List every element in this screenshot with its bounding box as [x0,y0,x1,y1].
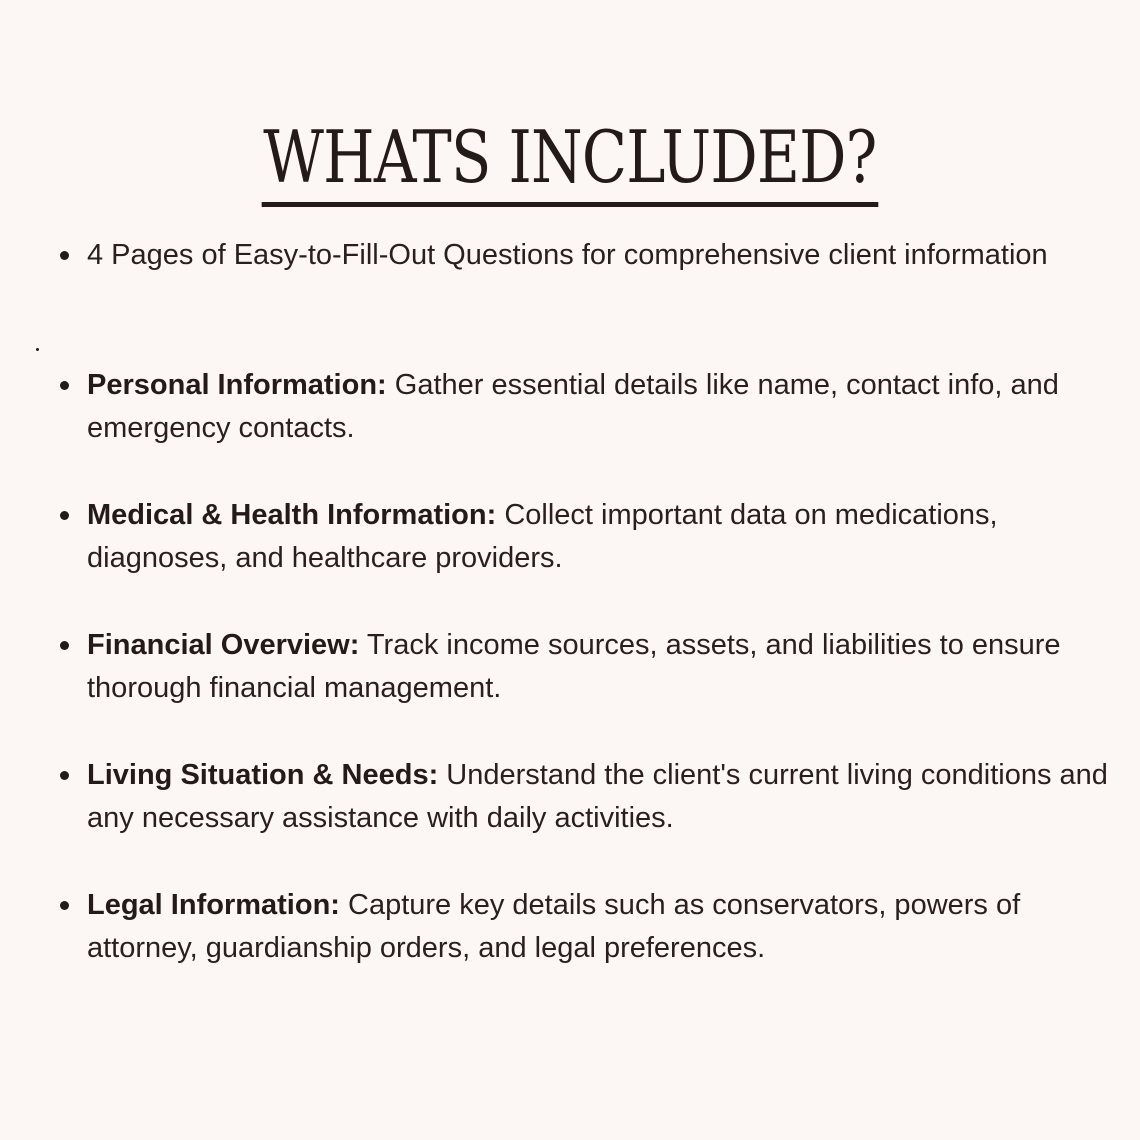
list-item [60,364,1120,450]
item-text: 4 Pages of Easy-to-Fill-Out Questions for comprehensive client information [87,239,1048,271]
item-text: Gather essential details like name, contact info, and emergency contacts. [87,369,1059,444]
bullet-icon [60,251,69,260]
item-label: Medical & Health Information: [87,499,497,531]
bullet-icon [60,381,69,390]
item-text: Capture key details such as conservators, powers of attorney, guardianship orders, and legal preferences. [87,889,1021,964]
list-item [60,884,1120,970]
bullet-icon [60,771,69,780]
stray-dot-mark [36,348,39,351]
title-section [0,64,1140,255]
item-text: Understand the client's current living conditions and any necessary assistance with daily activities. [87,759,1108,834]
list-item [60,234,1120,320]
page-title: WHATS INCLUDED? [262,112,878,207]
included-items-list [60,234,1120,1014]
bullet-icon [60,511,69,520]
item-label: Personal Information: [87,369,387,401]
list-item [60,754,1120,840]
item-text: Track income sources, assets, and liabilities to ensure thorough financial management. [87,629,1061,704]
bullet-icon [60,641,69,650]
bullet-icon [60,901,69,910]
item-text: Collect important data on medications, diagnoses, and healthcare providers. [87,499,998,574]
list-item [60,494,1120,580]
item-label: Financial Overview: [87,629,360,661]
item-label: Legal Information: [87,889,340,921]
list-item [60,624,1120,710]
item-label: Living Situation & Needs: [87,759,439,791]
